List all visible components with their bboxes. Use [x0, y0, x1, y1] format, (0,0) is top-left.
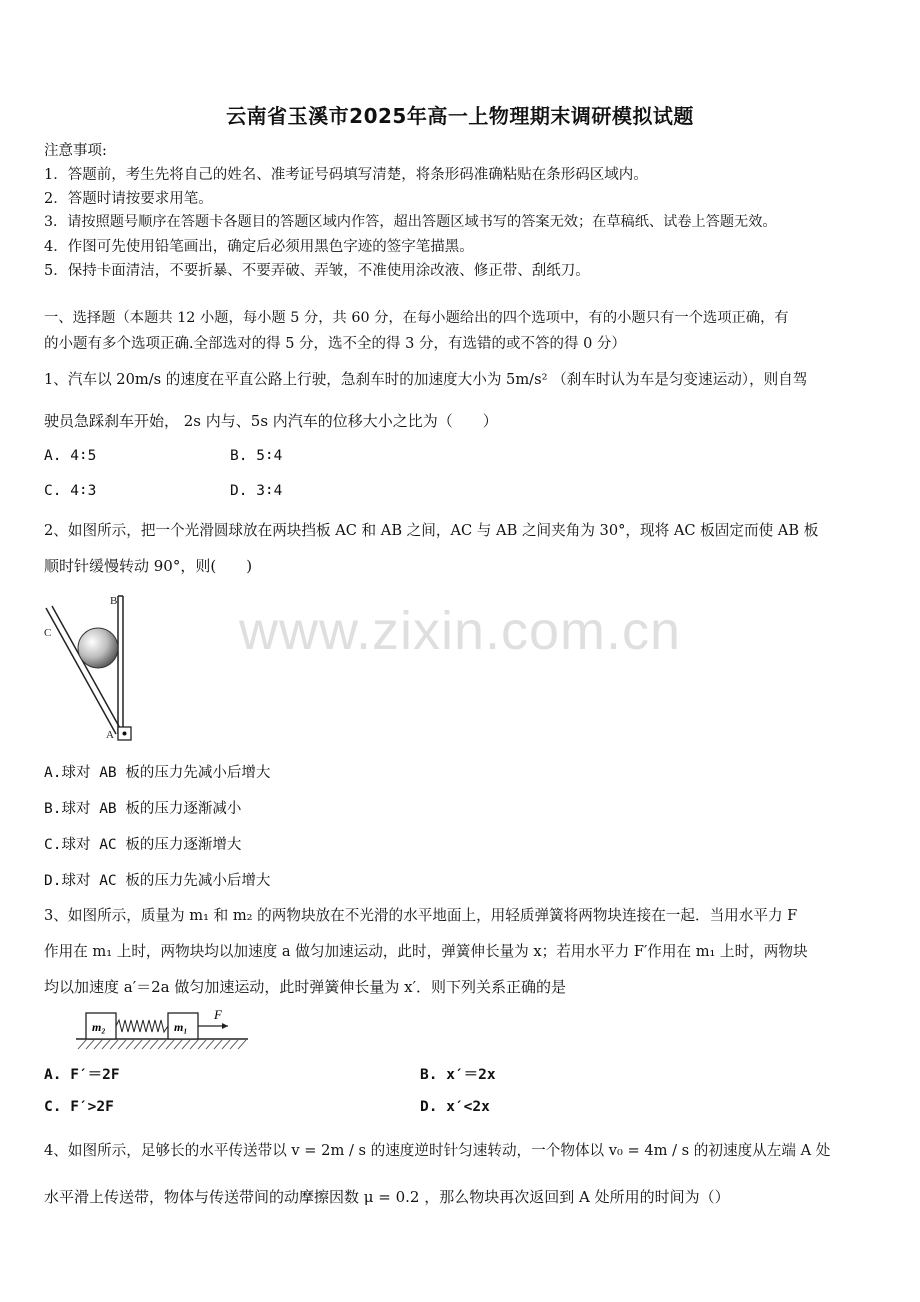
question-1-option-c[interactable]: C. 4∶3: [44, 483, 97, 499]
page-title: 云南省玉溪市2025年高一上物理期末调研模拟试题: [226, 104, 694, 128]
question-4-stem: 4、如图所示，足够长的水平传送带以 v = 2m / s 的速度逆时针匀速转动，一个物体以 v₀ = 4m / s 的初速度从左端 A 处: [44, 1142, 831, 1159]
question-2-option-b[interactable]: B.球对 AB 板的压力逐渐减小: [44, 801, 242, 817]
notice-item: 3．请按照题号顺序在答题卡各题目的答题区域内作答，超出答题区域书写的答案无效；在草稿纸、试卷上答题无效。: [44, 214, 777, 230]
question-3-stem: 3、如图所示，质量为 m₁ 和 m₂ 的两物块放在不光滑的水平地面上，用轻质弹簧将两物块连接在一起．当用水平力 F: [44, 907, 798, 924]
question-2-option-c[interactable]: C.球对 AC 板的压力逐渐增大: [44, 837, 242, 853]
section-instructions-cont: 的小题有多个选项正确.全部选对的得 5 分，选不全的得 3 分，有选错的或不答的得 0 分）: [44, 336, 626, 352]
spring-blocks-figure: [76, 1003, 248, 1051]
label-m1: m₁: [174, 1020, 188, 1034]
question-2-stem: 2、如图所示，把一个光滑圆球放在两块挡板 AC 和 AB 之间，AC 与 AB 之间夹角为 30°，现将 AC 板固定而使 AB 板: [44, 522, 819, 539]
watermark: www.zixin.com.cn: [238, 601, 682, 661]
question-2-option-d[interactable]: D.球对 AC 板的压力先减小后增大: [44, 873, 271, 889]
question-3-option-d[interactable]: D. x′<2x: [420, 1099, 490, 1115]
question-1-stem: 1、汽车以 20m/s 的速度在平直公路上行驶，急刹车时的加速度大小为 5m/s² （刹车时认为车是匀变速运动），则自驾: [44, 371, 808, 388]
question-2-stem-cont: 顺时针缓慢转动 90°，则( ): [44, 557, 253, 575]
question-4-stem-cont: 水平滑上传送带，物体与传送带间的动摩擦因数 μ = 0.2 ，那么物块再次返回到 A 处所用的时间为（）: [44, 1188, 730, 1206]
question-3-option-a[interactable]: A. F′＝2F: [44, 1067, 120, 1083]
notice-item: 1．答题前，考生先将自己的姓名、准考证号码填写清楚，将条形码准确粘贴在条形码区域内。: [44, 167, 648, 183]
question-3-option-b[interactable]: B. x′＝2x: [420, 1067, 496, 1083]
label-f: F: [214, 1007, 222, 1022]
notice-item: 2．答题时请按要求用笔。: [44, 191, 213, 207]
notice-heading: 注意事项:: [44, 143, 107, 159]
section-instructions: 一、选择题（本题共 12 小题，每小题 5 分，共 60 分，在每小题给出的四个选项中，有的小题只有一个选项正确，有: [44, 310, 789, 326]
label-m2: m₂: [92, 1020, 106, 1034]
question-2-option-a[interactable]: A.球对 AB 板的压力先减小后增大: [44, 765, 271, 781]
question-1-option-a[interactable]: A. 4∶5: [44, 448, 97, 464]
question-1-option-d[interactable]: D. 3∶4: [230, 483, 283, 499]
notice-item: 5．保持卡面清洁，不要折暴、不要弄破、弄皱，不准使用涂改液、修正带、刮纸刀。: [44, 263, 590, 279]
label-c: C: [44, 627, 52, 639]
question-3-stem-cont: 均以加速度 a′＝2a 做匀加速运动，此时弹簧伸长量为 x′．则下列关系正确的是: [44, 978, 567, 996]
question-1-option-b[interactable]: B. 5∶4: [230, 448, 283, 464]
question-1-stem-cont: 驶员急踩刹车开始， 2s 内与、5s 内汽车的位移大小之比为（ ）: [44, 412, 498, 430]
question-3-stem-cont: 作用在 m₁ 上时，两物块均以加速度 a 做匀加速运动，此时，弹簧伸长量为 x；若用水平力 F′作用在 m₁ 上时，两物块: [44, 943, 808, 960]
notice-item: 4．作图可先使用铅笔画出，确定后必须用黑色字迹的签字笔描黑。: [44, 239, 474, 255]
question-3-option-c[interactable]: C. F′>2F: [44, 1099, 114, 1115]
label-a: A: [106, 729, 114, 741]
spring-shape: [116, 1020, 168, 1032]
label-b: B: [110, 595, 118, 607]
